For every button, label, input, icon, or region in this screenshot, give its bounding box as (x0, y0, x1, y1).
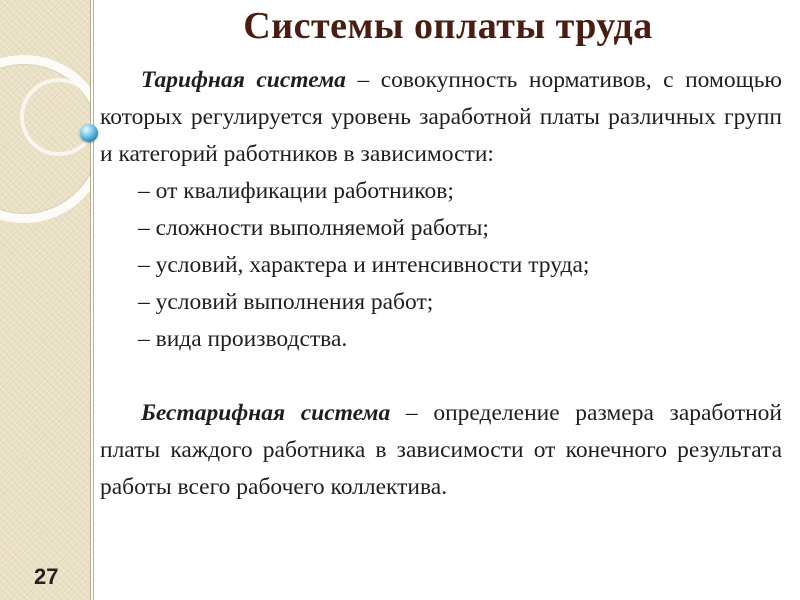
list-item: – от квалификации работников; (138, 178, 454, 204)
slide-title: Системы оплаты труда (243, 5, 653, 47)
blue-bullet-ball-icon (80, 124, 98, 142)
tariff-system-paragraph (100, 62, 782, 173)
tariff-system-definition: – совокупность нормативов, с помощью которых регулируется уровень заработной платы различных групп и категорий работников в зависимости: (100, 67, 782, 167)
non-tariff-system-term: Бестарифная система (141, 400, 391, 426)
sidebar-divider (90, 0, 94, 600)
slide-page-number: 27 (34, 564, 59, 589)
decorative-sidebar (0, 0, 90, 600)
list-item: – сложности выполняемой работы; (138, 215, 489, 241)
tariff-factors-list (100, 173, 782, 358)
tariff-system-term: Тарифная система (141, 67, 346, 93)
list-item: – условий выполнения работ; (138, 289, 434, 315)
non-tariff-system-paragraph (100, 395, 782, 506)
list-item: – условий, характера и интенсивности труда; (138, 252, 590, 278)
non-tariff-system-definition: – определение размера заработной платы каждого работника в зависимости от конечного результата работы всего рабочего коллектива. (100, 400, 782, 500)
list-item: – вида производства. (138, 326, 348, 352)
slide-body (100, 62, 782, 506)
paragraph-spacer (100, 358, 782, 395)
decorative-ring-small (20, 78, 90, 156)
